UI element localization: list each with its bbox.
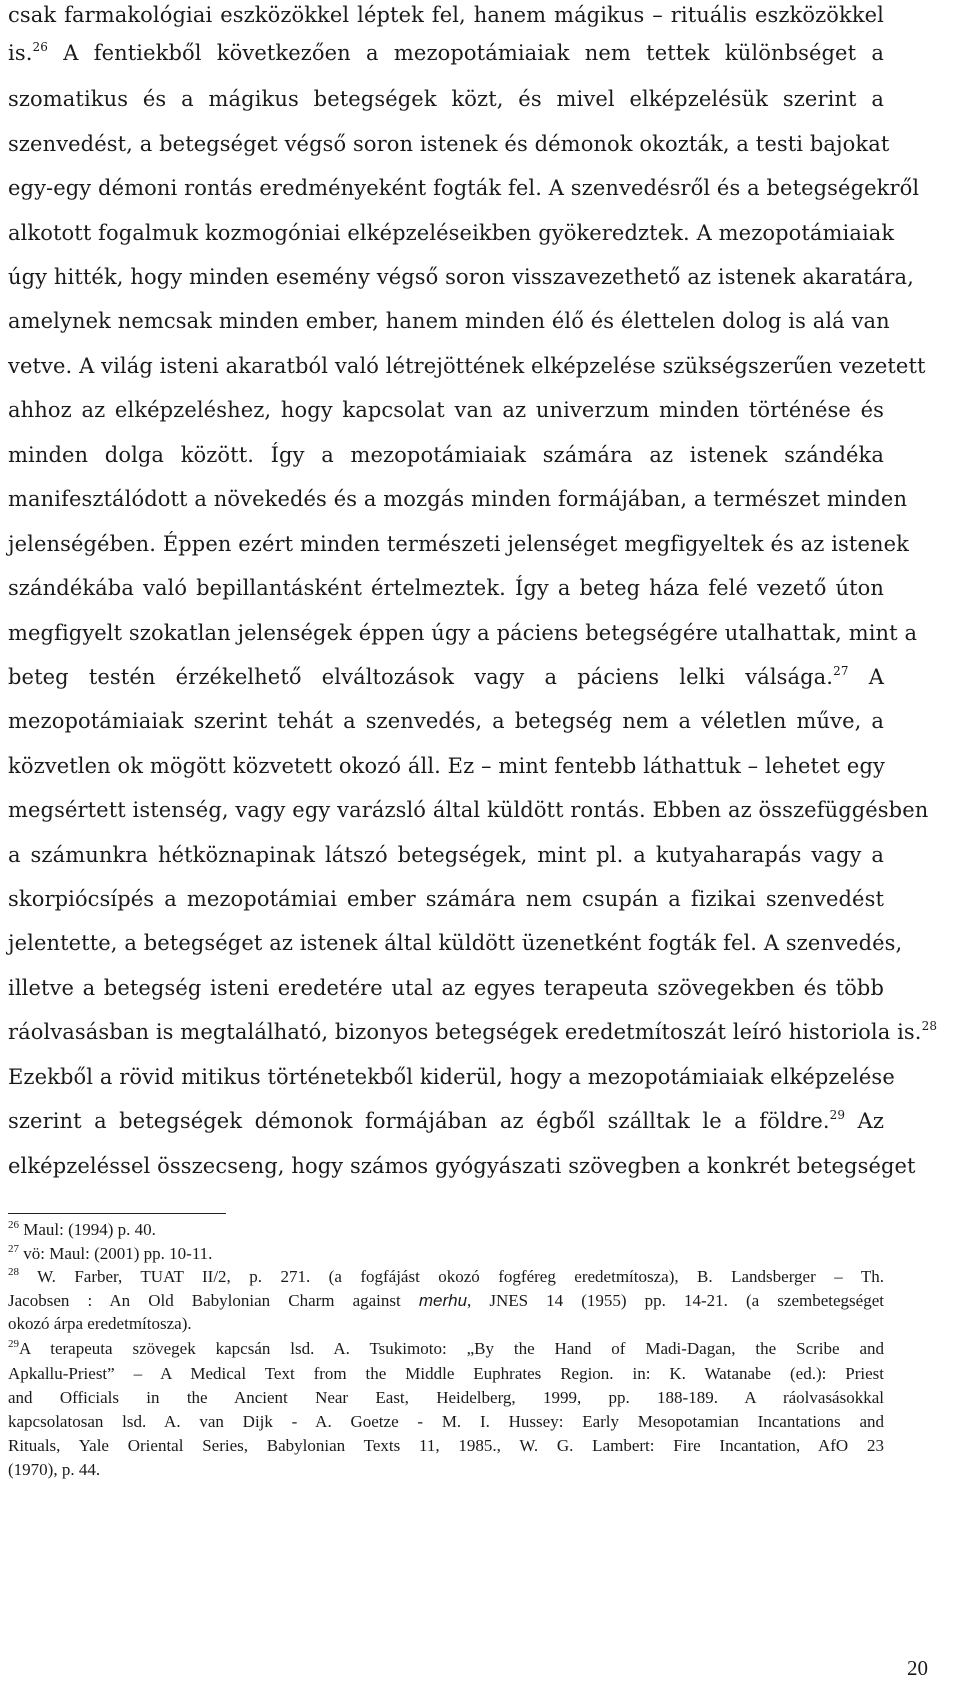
body-line: mezopotámiaiak szerint tehát a szenvedés, a betegség nem a véletlen műve, a [8, 709, 884, 733]
body-line: megsértett istenség, vagy egy varázsló által küldött rontás. Ebben az összefüggésben [8, 798, 929, 822]
body-line: manifesztálódott a növekedés és a mozgás minden formájában, a természet minden [8, 487, 908, 511]
footnote-divider [8, 1213, 226, 1214]
body-line: ráolvasásban is megtalálható, bizonyos betegségek eredetmítoszát leíró historiola is.$^{28}$ [8, 1019, 938, 1044]
body-line: közvetlen ok mögött közvetett okozó áll. Ez – mint fentebb láthattuk – lehetet egy [8, 754, 885, 778]
footnote-line: $^{26}$ Maul: (1994) p. 40. [8, 1219, 156, 1239]
body-line: minden dolga között. Így a mezopotámiaiak számára az istenek szándéka [8, 443, 884, 467]
body-line: is.$^{26}$ A fentiekből következően a mezopotámiaiak nem tettek különbséget a [8, 40, 884, 65]
footnote-line: $^{28}$ W. Farber, TUAT II/2, p. 271. (a fogfájást okozó fogféreg eredetmítosza), B. Landsberger – Th. [8, 1266, 884, 1286]
body-line: vetve. A világ isteni akaratból való létrejöttének elképzelése szükségszerűen vezetett [8, 354, 926, 378]
footnote-ref[interactable]: 26 [32, 40, 48, 54]
body-line: szándékába való bepillantásként értelmeztek. Így a beteg háza felé vezető úton [8, 576, 884, 600]
body-line: egy-egy démoni rontás eredményeként fogták fel. A szenvedésről és a betegségekről [8, 176, 920, 200]
body-line: ahhoz az elképzeléshez, hogy kapcsolat van az univerzum minden történése és [8, 398, 884, 422]
footnote-ref[interactable]: 27 [833, 664, 849, 678]
body-line: úgy hitték, hogy minden esemény végső soron visszavezethető az istenek akaratára, [8, 265, 914, 289]
footnote-ref[interactable]: 28 [921, 1019, 938, 1033]
body-line: megfigyelt szokatlan jelenségek éppen úgy a páciens betegségére utalhattak, mint a [8, 621, 918, 645]
footnote-line: and Officials in the Ancient Near East, Heidelberg, 1999, pp. 188-189. A ráolvasásokkal [8, 1388, 884, 1407]
footnote-line: kapcsolatosan lsd. A. van Dijk - A. Goetze - M. I. Hussey: Early Mesopotamian Incantations and [8, 1412, 884, 1431]
footnote-line: Jacobsen : An Old Babylonian Charm against merhu, JNES 14 (1955) pp. 14-21. (a szembetegséget [8, 1291, 884, 1310]
body-line: skorpiócsípés a mezopotámiai ember számára nem csupán a fizikai szenvedést [8, 887, 884, 911]
body-line: alkotott fogalmuk kozmogóniai elképzeléseikben gyökeredztek. A mezopotámiaiak [8, 221, 895, 245]
body-line: beteg testén érzékelhető elváltozások vagy a páciens lelki válsága.$^{27}$ A [8, 664, 884, 689]
footnote-line: $^{29}$A terapeuta szövegek kapcsán lsd. A. Tsukimoto: „By the Hand of Madi-Dagan, the Scribe and [8, 1338, 884, 1358]
body-line: szomatikus és a mágikus betegségek közt, és mivel elképzelésük szerint a [8, 87, 884, 111]
footnote-line: Apkallu-Priest” – A Medical Text from the Middle Euphrates Region. in: K. Watanabe (ed.): Priest [8, 1364, 884, 1383]
footnote-line: okozó árpa eredetmítosza). [8, 1314, 192, 1333]
body-line: csak farmakológiai eszközökkel léptek fel, hanem mágikus – rituális eszközökkel [8, 3, 884, 27]
body-line: jelenségében. Éppen ezért minden természeti jelenséget megfigyeltek és az istenek [8, 532, 909, 556]
body-line: szenvedést, a betegséget végső soron istenek és démonok okozták, a testi bajokat [8, 132, 890, 156]
footnote-line: (1970), p. 44. [8, 1460, 101, 1479]
body-line: szerint a betegségek démonok formájában az égből szálltak le a földre.$^{29}$ Az [8, 1108, 884, 1133]
page-number: 20 [907, 1656, 928, 1680]
body-line: a számunkra hétköznapinak látszó betegségek, mint pl. a kutyaharapás vagy a [8, 843, 884, 867]
body-line: amelynek nemcsak minden ember, hanem minden élő és élettelen dolog is alá van [8, 309, 890, 333]
body-line: illetve a betegség isteni eredetére utal az egyes terapeuta szövegekben és több [8, 976, 884, 1000]
body-line: Ezekből a rövid mitikus történetekből kiderül, hogy a mezopotámiaiak elképzelése [8, 1065, 895, 1089]
footnote-line: $^{27}$ vö: Maul: (2001) pp. 10-11. [8, 1243, 213, 1263]
footnote-ref[interactable]: 29 [829, 1108, 846, 1122]
footnote-line: Rituals, Yale Oriental Series, Babylonian Texts 11, 1985., W. G. Lambert: Fire Incantation, AfO 23 [8, 1436, 884, 1455]
body-line: elképzeléssel összecseng, hogy számos gyógyászati szövegben a konkrét betegséget [8, 1154, 916, 1178]
body-line: jelentette, a betegséget az istenek által küldött üzenetként fogták fel. A szenvedés, [8, 931, 903, 955]
